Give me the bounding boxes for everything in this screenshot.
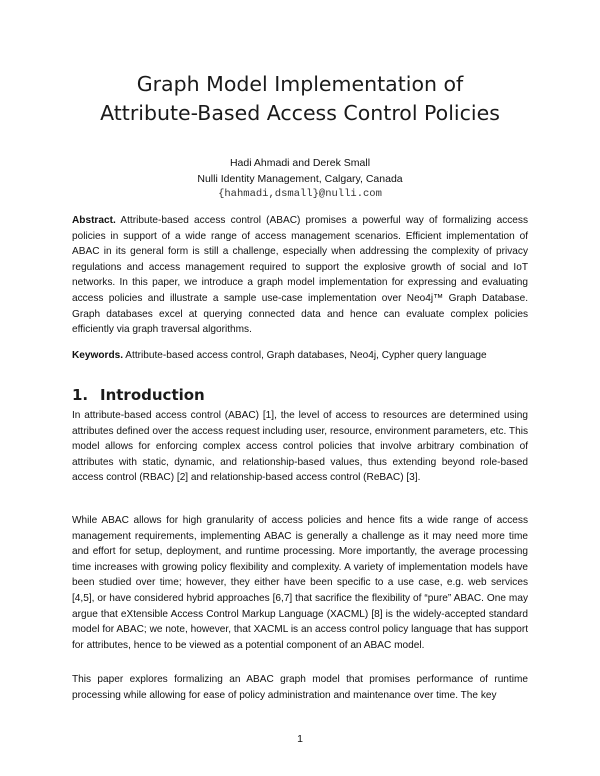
paper-title [0,70,600,128]
keywords [72,348,528,364]
section-heading [72,386,205,404]
title-line-2: Attribute-Based Access Control Policies [100,101,500,125]
section-number: 1. [72,386,89,404]
abstract-text: Attribute-based access control (ABAC) promises a powerful way of formalizing access policies in support of a wide range of access management scenarios. Efficient implementation of ABAC in its general form is still a challenge, especially when addressing the complexity of privacy regulations and access management required to support the explosive growth of social and IoT networks. In this paper, we introduce a graph model implementation for expressing and evaluating access policies and illustrate a sample use-case implementation over Neo4j™ Graph Database. Graph databases excel at querying connected data and hence can evaluate complex policies efficiently via graph traversal algorithms. [72,215,528,336]
author-names: Hadi Ahmadi and Derek Small [229,157,371,169]
paragraph-3: This paper explores formalizing an ABAC graph model that promises performance of runtime processing while allowing for ease of policy administration and maintenance over time. The key [72,674,528,701]
author-email: {hahmadi,dsmall}@nulli.com [218,188,382,200]
title-line-1: Graph Model Implementation of [136,72,464,96]
keywords-label: Keywords. [72,350,124,361]
abstract [72,213,528,338]
page-number: 1 [297,733,303,745]
keywords-text: Attribute-based access control, Graph databases, Neo4j, Cypher query language [123,350,487,361]
paragraph-2: While ABAC allows for high granularity of access policies and hence fits a wide range of access management requirements, implementing ABAC is generally a challenge as it may need more time and effort for setup, deployment, and runtime processing. More importantly, the average processing time increases with growing policy flexibility and complexity. A variety of implementation models have been studied over time; however, they either have been specific to a use case, e.g. web services [4,5], or have considered hybrid approaches [6,7] that sacrifice the flexibility of “pure” ABAC. One may argue that eXtensible Access Control Markup Language (XACML) [8] is the widely-accepted standard model for ABAC; we note, however, that XACML is an access control policy language that has support for attributes, hence to be viewed as a potential component of an ABAC model. [72,515,528,651]
author-block [0,156,600,203]
paragraph-1: In attribute-based access control (ABAC) [1], the level of access to resources are determined using attributes defined over the access request including user, resource, environment parameters, etc. This model allows for enforcing complex access control policies that involve arbitrary combination of attributes with static, dynamic, and relationship-based values, thus extending beyond role-based access control (RBAC) [2] and relationship-based access control (ReBAC) [3]. [72,410,528,484]
abstract-label: Abstract. [72,215,116,226]
section-title: Introduction [100,386,205,404]
author-affiliation: Nulli Identity Management, Calgary, Canada [197,172,403,185]
